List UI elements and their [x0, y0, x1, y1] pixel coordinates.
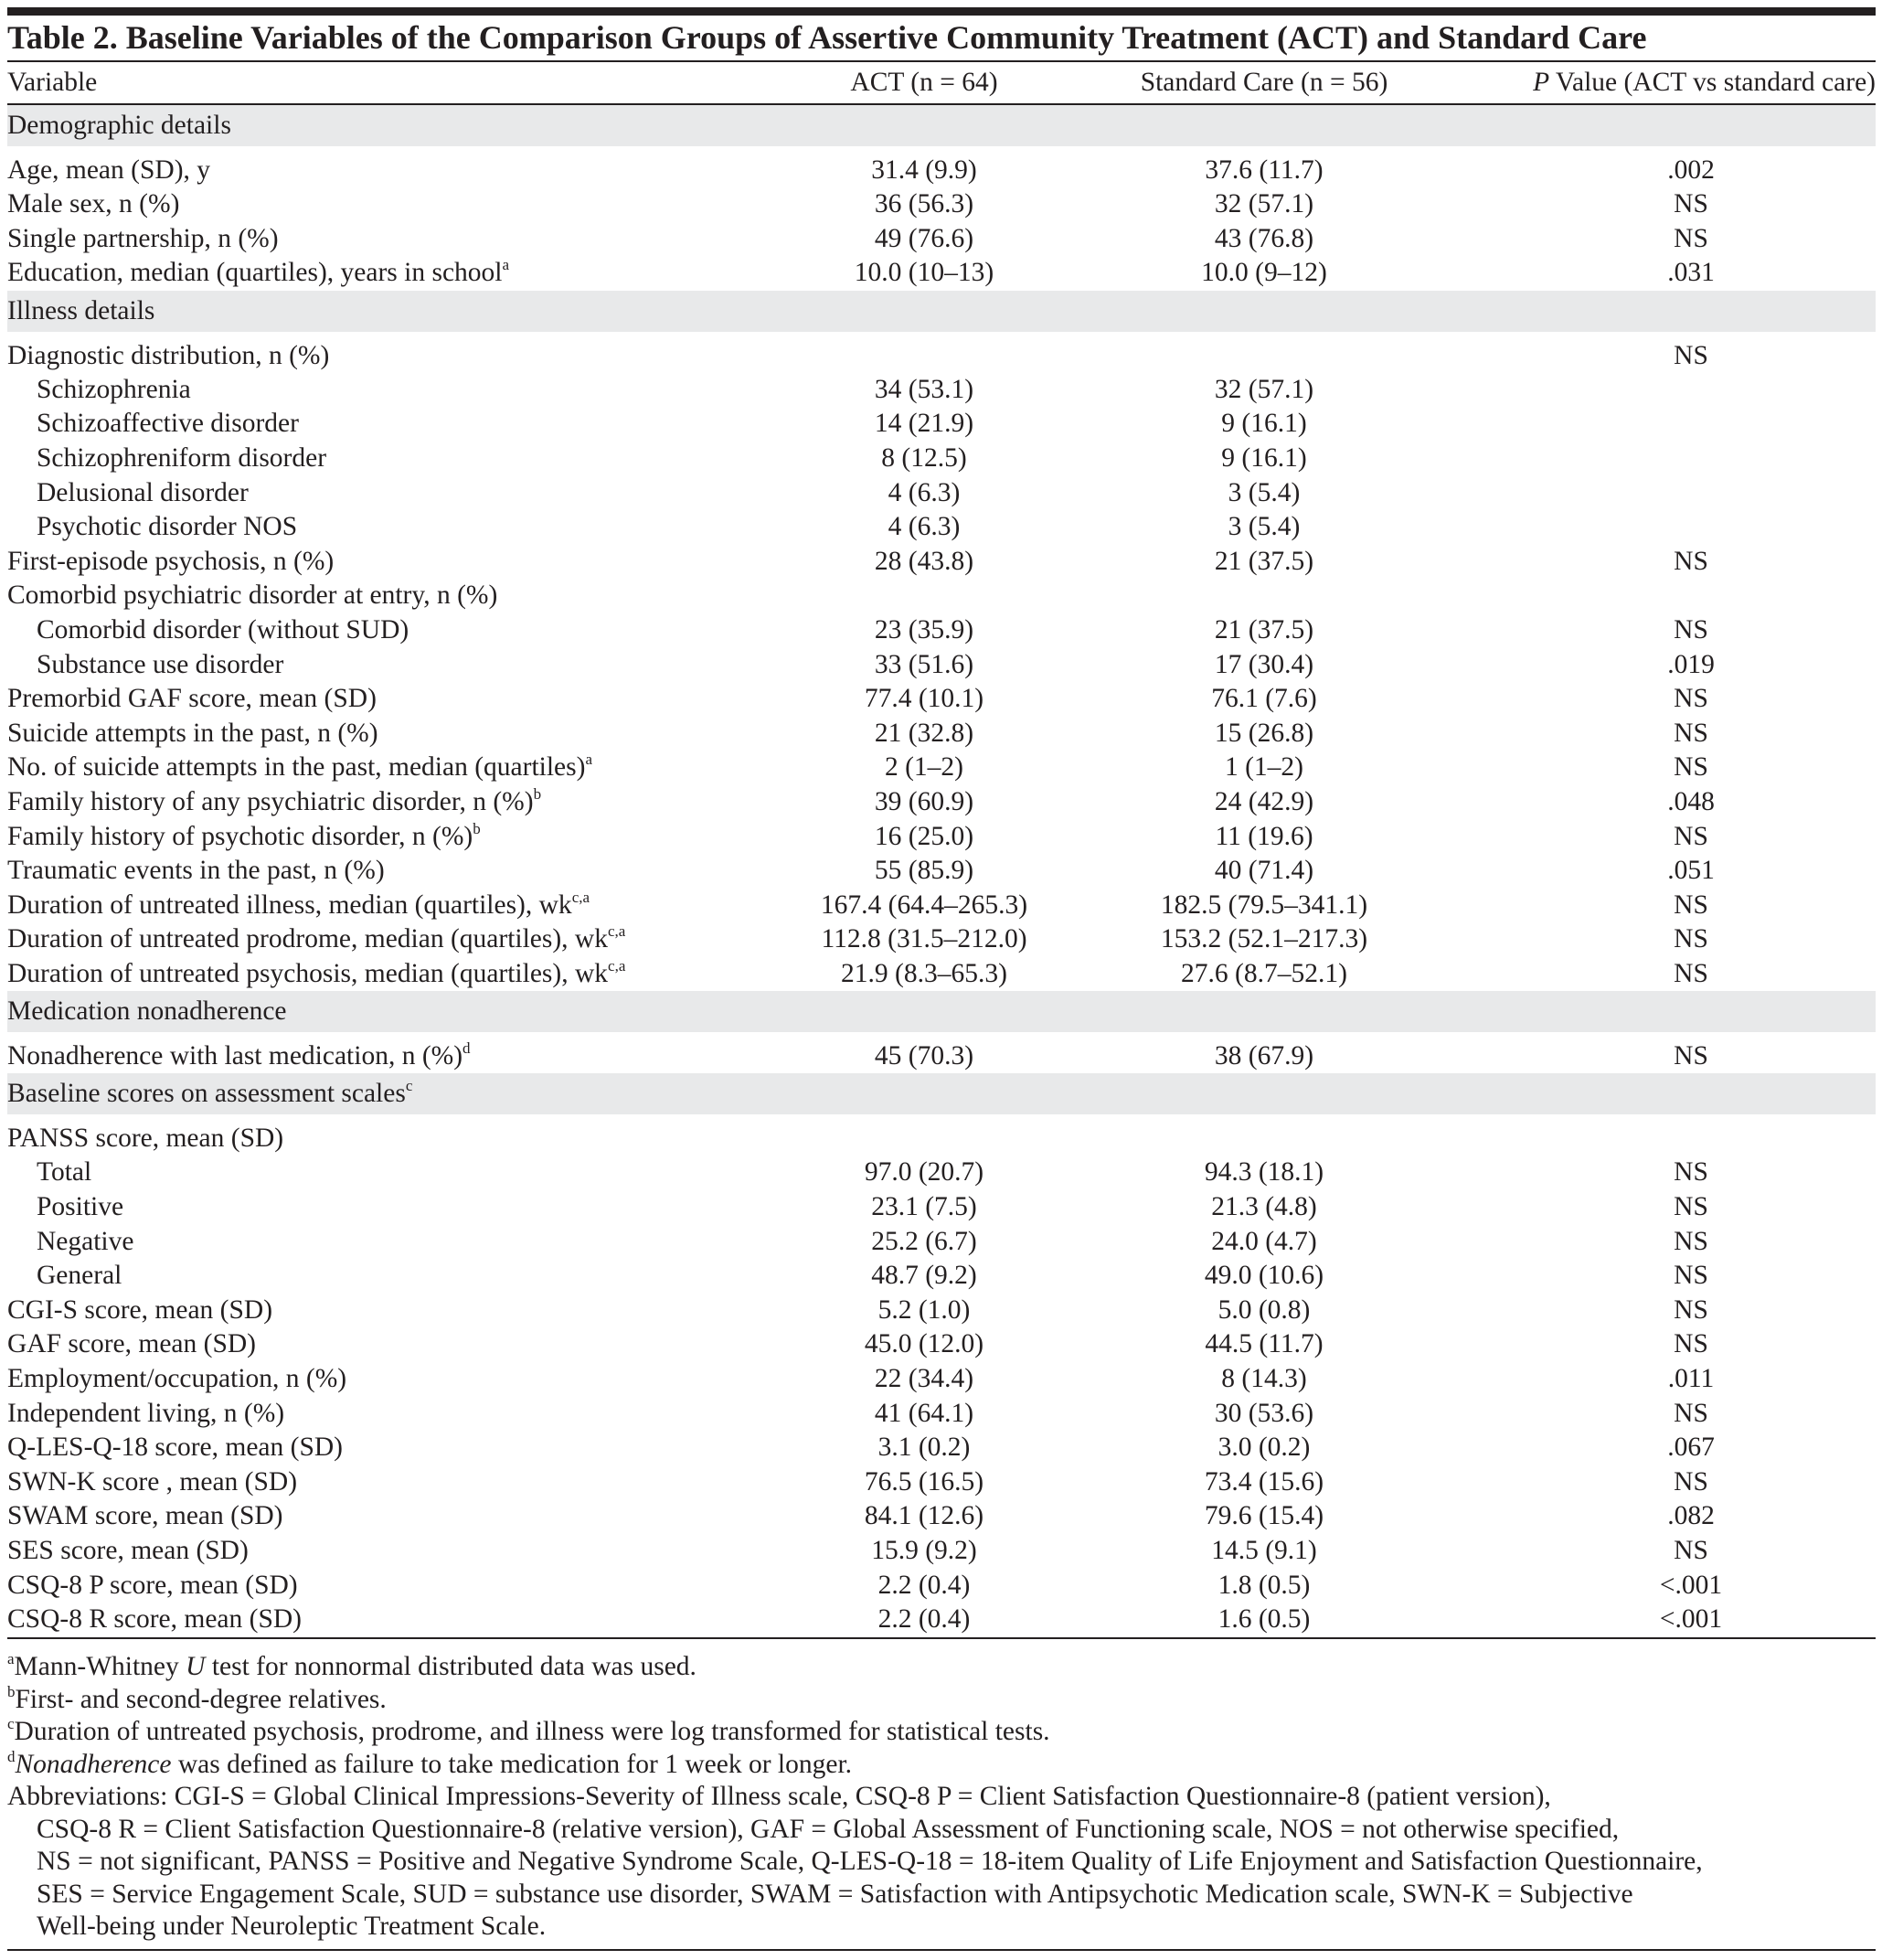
- table-row: [7, 476, 1876, 511]
- variable-cell: [7, 1294, 272, 1328]
- variable-cell: [7, 1499, 283, 1534]
- standard-care-value-cell: 79.6 (15.4): [1204, 1501, 1324, 1531]
- standard-care-value-cell: 24 (42.9): [1214, 786, 1314, 816]
- footnote-d-italic: Nonadherence: [15, 1749, 172, 1779]
- table-row: [7, 373, 1876, 408]
- standard-care-value-cell: 182.5 (79.5–341.1): [1160, 889, 1368, 920]
- footnote-d-post: was defined as failure to take medication for 1 week or longer.: [171, 1749, 853, 1779]
- act-value-cell: 22 (34.4): [874, 1364, 974, 1394]
- variable-label: Substance use disorder: [37, 649, 284, 679]
- variable-label: Duration of untreated psychosis, median (quartiles), wk: [7, 958, 609, 988]
- act-value-cell: 34 (53.1): [874, 374, 974, 404]
- variable-cell: [7, 854, 385, 889]
- p-value-cell: NS: [1674, 340, 1708, 370]
- p-value-cell: NS: [1674, 614, 1708, 644]
- p-value-cell: NS: [1674, 1226, 1708, 1256]
- variable-label: No. of suicide attempts in the past, median (quartiles): [7, 752, 586, 783]
- p-value-cell: NS: [1674, 752, 1708, 783]
- variable-cell: [7, 1534, 249, 1569]
- standard-care-value-cell: 94.3 (18.1): [1204, 1157, 1324, 1188]
- footnote-a-mark: a: [7, 1650, 15, 1667]
- variable-label: PANSS score, mean (SD): [7, 1124, 284, 1154]
- variable-cell: [7, 1465, 297, 1500]
- variable-label: Comorbid disorder (without SUD): [37, 614, 409, 644]
- variable-label: CSQ-8 P score, mean (SD): [7, 1570, 298, 1600]
- variable-cell: [37, 442, 326, 476]
- footnote-marker: b: [533, 784, 542, 803]
- variable-label: SWN-K score , mean (SD): [7, 1466, 298, 1497]
- section-label: [7, 991, 287, 1032]
- act-value-cell: 167.4 (64.4–265.3): [820, 889, 1028, 920]
- p-value-cell: NS: [1674, 1261, 1708, 1291]
- section-label-text: Demographic details: [7, 111, 231, 140]
- standard-care-value-cell: 32 (57.1): [1214, 189, 1314, 218]
- p-value-cell: .082: [1667, 1501, 1715, 1531]
- standard-care-value-cell: 73.4 (15.6): [1204, 1466, 1324, 1497]
- standard-care-value-cell: 40 (71.4): [1214, 856, 1314, 886]
- table-row: [7, 545, 1876, 580]
- standard-care-value-cell: 3.0 (0.2): [1217, 1433, 1311, 1463]
- act-value-cell: 23.1 (7.5): [871, 1192, 977, 1222]
- variable-label: Q-LES-Q-18 score, mean (SD): [7, 1433, 344, 1463]
- standard-care-value-cell: 9 (16.1): [1221, 409, 1307, 439]
- standard-care-value-cell: 1 (1–2): [1224, 752, 1304, 783]
- table-row: [7, 256, 1876, 291]
- table-row: [7, 146, 1876, 187]
- footnote-b: [7, 1684, 1876, 1717]
- variable-cell: [7, 579, 497, 613]
- p-value-cell: .067: [1667, 1433, 1715, 1463]
- footnote-marker: a: [502, 256, 510, 274]
- variable-cell: [7, 1327, 256, 1362]
- standard-care-value-cell: 44.5 (11.7): [1205, 1329, 1324, 1359]
- act-value-cell: 48.7 (9.2): [871, 1261, 977, 1291]
- variable-label: Total: [37, 1157, 92, 1188]
- p-value-cell: NS: [1674, 1466, 1708, 1497]
- table-row: [7, 187, 1876, 222]
- standard-care-value-cell: 10.0 (9–12): [1201, 258, 1327, 288]
- variable-cell: [37, 613, 409, 648]
- act-value-cell: 41 (64.1): [874, 1398, 974, 1428]
- variable-cell: [7, 1569, 298, 1603]
- p-value-cell: .011: [1667, 1364, 1715, 1394]
- variable-label: Independent living, n (%): [7, 1398, 285, 1428]
- act-value-cell: 49 (76.6): [874, 223, 974, 253]
- variable-cell: [7, 820, 481, 855]
- p-value-cell: NS: [1674, 189, 1708, 218]
- table-row: [7, 579, 1876, 613]
- variable-label: Single partnership, n (%): [7, 223, 279, 253]
- act-value-cell: 76.5 (16.5): [864, 1466, 984, 1497]
- section-header-row: [7, 991, 1876, 1032]
- variable-cell: [7, 957, 625, 992]
- standard-care-value-cell: 37.6 (11.7): [1205, 155, 1324, 185]
- table-row: [7, 510, 1876, 545]
- footnote-a-post: test for nonnormal distributed data was used.: [205, 1652, 696, 1681]
- footnote-a-pre: Mann-Whitney: [14, 1652, 186, 1681]
- standard-care-value-cell: 14.5 (9.1): [1211, 1536, 1317, 1565]
- footnote-marker: a: [585, 751, 592, 769]
- footnote-d: [7, 1749, 1876, 1782]
- standard-care-value-cell: 11 (19.6): [1215, 821, 1313, 851]
- act-value-cell: 3.1 (0.2): [877, 1433, 971, 1463]
- variable-label: Schizoaffective disorder: [37, 409, 299, 439]
- standard-care-value-cell: 17 (30.4): [1214, 649, 1314, 679]
- table-row: [7, 222, 1876, 257]
- variable-label: Suicide attempts in the past, n (%): [7, 718, 378, 748]
- act-value-cell: 28 (43.8): [874, 546, 974, 576]
- standard-care-value-cell: 8 (14.3): [1221, 1364, 1307, 1394]
- p-value-cell: .031: [1667, 258, 1715, 288]
- act-value-cell: 33 (51.6): [874, 649, 974, 679]
- variable-label: Education, median (quartiles), years in school: [7, 258, 503, 288]
- p-value-cell: .002: [1667, 155, 1715, 185]
- variable-cell: [7, 222, 279, 257]
- standard-care-value-cell: 9 (16.1): [1221, 442, 1307, 473]
- act-value-cell: 23 (35.9): [874, 614, 974, 644]
- variable-cell: [7, 1431, 343, 1465]
- variable-cell: [7, 922, 625, 957]
- section-header-row: [7, 291, 1876, 332]
- act-value-cell: 31.4 (9.9): [871, 155, 977, 185]
- act-value-cell: 45.0 (12.0): [864, 1329, 984, 1359]
- variable-label: Duration of untreated prodrome, median (quartiles), wk: [7, 924, 608, 954]
- act-value-cell: 39 (60.9): [874, 786, 974, 816]
- act-value-cell: 15.9 (9.2): [871, 1536, 977, 1565]
- p-value-cell: NS: [1674, 1041, 1708, 1071]
- variable-cell: [37, 407, 299, 442]
- section-header-row: [7, 1073, 1876, 1114]
- section-header-row: [7, 105, 1876, 146]
- table-row: [7, 1603, 1876, 1639]
- p-value-cell: NS: [1674, 958, 1708, 988]
- variable-cell: [37, 1190, 123, 1225]
- variable-cell: [7, 751, 592, 785]
- variable-label: SES score, mean (SD): [7, 1536, 249, 1565]
- standard-care-value-cell: 49.0 (10.6): [1204, 1261, 1324, 1291]
- table-footnotes: [7, 1651, 1876, 1944]
- act-value-cell: 4 (6.3): [888, 512, 961, 542]
- table-row: [7, 648, 1876, 683]
- table-row: [7, 1397, 1876, 1432]
- standard-care-value-cell: 30 (53.6): [1214, 1398, 1314, 1428]
- header-p-rest: Value (ACT vs standard care): [1549, 68, 1876, 97]
- footnote-c-text: Duration of untreated psychosis, prodrome, and illness were log transformed for statistical tests.: [14, 1717, 1050, 1746]
- act-value-cell: 36 (56.3): [874, 189, 974, 218]
- header-p-italic: P: [1533, 68, 1550, 97]
- variable-cell: [37, 1225, 133, 1260]
- act-value-cell: 25.2 (6.7): [871, 1226, 977, 1256]
- variable-label: Nonadherence with last medication, n (%): [7, 1041, 463, 1071]
- table-header-row: [7, 62, 1876, 105]
- variable-cell: [7, 187, 179, 222]
- table-row: [7, 1499, 1876, 1534]
- abbreviations-line: SES = Service Engagement Scale, SUD = substance use disorder, SWAM = Satisfaction with Antipsychotic Medication scale, SWN-K = Subjective: [37, 1879, 1633, 1909]
- footnote-marker: d: [463, 1039, 471, 1058]
- footnote-d-mark: d: [7, 1747, 16, 1765]
- section-label-text: Illness details: [7, 295, 155, 325]
- p-value-cell: .051: [1667, 856, 1715, 886]
- p-value-cell: NS: [1674, 1536, 1708, 1565]
- variable-cell: [37, 1259, 122, 1294]
- standard-care-value-cell: 38 (67.9): [1214, 1041, 1314, 1071]
- p-value-cell: NS: [1674, 684, 1708, 714]
- section-label: [7, 1073, 412, 1114]
- table-row: [7, 1362, 1876, 1397]
- table-row: [7, 1327, 1876, 1362]
- act-value-cell: 21.9 (8.3–65.3): [841, 958, 1007, 988]
- abbreviations-note: [7, 1781, 1876, 1944]
- p-value-cell: NS: [1674, 546, 1708, 576]
- act-value-cell: 45 (70.3): [874, 1041, 974, 1071]
- table-row: [7, 1156, 1876, 1190]
- table-row: [7, 717, 1876, 751]
- variable-label: Male sex, n (%): [7, 189, 180, 218]
- standard-care-value-cell: 21 (37.5): [1214, 614, 1314, 644]
- variable-label: Delusional disorder: [37, 477, 249, 507]
- header-variable: Variable: [7, 68, 98, 97]
- table-row: [7, 922, 1876, 957]
- p-value-cell: NS: [1674, 718, 1708, 748]
- variable-label: CSQ-8 R score, mean (SD): [7, 1604, 302, 1635]
- variable-cell: [7, 717, 378, 751]
- variable-label: Family history of any psychiatric disorder, n (%): [7, 786, 534, 816]
- p-value-cell: NS: [1674, 924, 1708, 954]
- table-row: [7, 854, 1876, 889]
- variable-cell: [37, 510, 297, 545]
- p-value-cell: NS: [1674, 223, 1708, 253]
- table-row: [7, 682, 1876, 717]
- header-p-value: [1479, 62, 1876, 103]
- variable-label: Psychotic disorder NOS: [37, 512, 298, 542]
- abbreviations-line: NS = not significant, PANSS = Positive and Negative Syndrome Scale, Q-LES-Q-18 = 18-item Quality of Life Enjoyment and Satisfaction Questionnaire,: [37, 1847, 1703, 1876]
- footnote-c-mark: c: [7, 1715, 15, 1732]
- act-value-cell: 112.8 (31.5–212.0): [821, 924, 1027, 954]
- table-row: [7, 332, 1876, 373]
- variable-label: Diagnostic distribution, n (%): [7, 340, 330, 370]
- variable-label: Schizophreniform disorder: [37, 442, 327, 473]
- abbreviations-line: Well-being under Neuroleptic Treatment Scale.: [37, 1912, 547, 1941]
- variable-label: SWAM score, mean (SD): [7, 1501, 283, 1531]
- standard-care-value-cell: 3 (5.4): [1228, 512, 1301, 542]
- standard-care-value-cell: 27.6 (8.7–52.1): [1181, 958, 1347, 988]
- table-row: [7, 1114, 1876, 1156]
- variable-cell: [7, 1603, 302, 1637]
- bottom-rule: [7, 1949, 1876, 1951]
- p-value-cell: NS: [1674, 1294, 1708, 1325]
- footnote-marker: c,a: [608, 956, 626, 975]
- variable-label: GAF score, mean (SD): [7, 1329, 256, 1359]
- variable-cell: [7, 256, 509, 291]
- footnote-a-italic: U: [186, 1652, 206, 1681]
- act-value-cell: 21 (32.8): [874, 718, 974, 748]
- standard-care-value-cell: 32 (57.1): [1214, 374, 1314, 404]
- variable-cell: [37, 373, 191, 408]
- standard-care-value-cell: 1.8 (0.5): [1217, 1570, 1311, 1600]
- variable-label: Positive: [37, 1192, 124, 1222]
- variable-label: Comorbid psychiatric disorder at entry, n (%): [7, 581, 498, 611]
- variable-label: Negative: [37, 1226, 134, 1256]
- table-row: [7, 751, 1876, 785]
- footnote-b-text: First- and second-degree relatives.: [15, 1684, 387, 1714]
- table-row: [7, 785, 1876, 820]
- section-label: [7, 105, 231, 146]
- variable-cell: [7, 1362, 346, 1397]
- footnote-marker: c: [405, 1077, 413, 1095]
- p-value-cell: .019: [1667, 649, 1715, 679]
- p-value-cell: NS: [1674, 1192, 1708, 1222]
- table-row: [7, 1190, 1876, 1225]
- act-value-cell: 2.2 (0.4): [877, 1570, 971, 1600]
- standard-care-value-cell: 1.6 (0.5): [1217, 1604, 1311, 1635]
- footnote-c: [7, 1716, 1876, 1749]
- footnote-a: [7, 1651, 1876, 1684]
- variable-label: CGI-S score, mean (SD): [7, 1294, 273, 1325]
- abbreviations-line: CSQ-8 R = Client Satisfaction Questionnaire-8 (relative version), GAF = Global Assessment of Functioning scale, NOS = not otherwise specified,: [37, 1814, 1620, 1844]
- act-value-cell: 5.2 (1.0): [877, 1294, 971, 1325]
- header-standard-care: Standard Care (n = 56): [1140, 68, 1388, 97]
- p-value-cell: .048: [1667, 786, 1715, 816]
- section-label-text: Medication nonadherence: [7, 996, 287, 1027]
- footnote-marker: b: [473, 819, 481, 837]
- p-value-cell: <.001: [1659, 1604, 1723, 1635]
- standard-care-value-cell: 76.1 (7.6): [1211, 684, 1317, 714]
- act-value-cell: 77.4 (10.1): [864, 684, 984, 714]
- variable-label: Schizophrenia: [37, 374, 191, 404]
- standard-care-value-cell: 21 (37.5): [1214, 546, 1314, 576]
- variable-cell: [7, 1397, 284, 1432]
- table-row: [7, 1465, 1876, 1500]
- footnote-marker: c,a: [571, 888, 590, 906]
- table-row: [7, 613, 1876, 648]
- table-caption: Table 2. Baseline Variables of the Comparison Groups of Assertive Community Treatment (ACT) and Standard Care: [7, 7, 1876, 62]
- table-row: [7, 1534, 1876, 1569]
- variable-label: Premorbid GAF score, mean (SD): [7, 684, 377, 714]
- standard-care-value-cell: 43 (76.8): [1214, 223, 1314, 253]
- act-value-cell: 16 (25.0): [874, 821, 974, 851]
- variable-label: Employment/occupation, n (%): [7, 1364, 347, 1394]
- table-row: [7, 889, 1876, 923]
- act-value-cell: 2 (1–2): [884, 752, 964, 783]
- p-value-cell: NS: [1674, 821, 1708, 851]
- table-row: [7, 442, 1876, 476]
- variable-cell: [7, 545, 334, 580]
- table-row: [7, 1032, 1876, 1073]
- header-act: ACT (n = 64): [850, 68, 998, 97]
- table-row: [7, 957, 1876, 992]
- abbreviations-line: Abbreviations: CGI-S = Global Clinical Impressions-Severity of Illness scale, CSQ-8 P = Client Satisfaction Questionnaire-8 (patient version),: [7, 1782, 1551, 1811]
- table-row: [7, 1259, 1876, 1294]
- section-label-text: Baseline scores on assessment scales: [7, 1079, 406, 1109]
- act-value-cell: 14 (21.9): [874, 409, 974, 439]
- variable-cell: [37, 648, 283, 683]
- baseline-table: [7, 62, 1876, 1639]
- variable-label: Duration of untreated illness, median (quartiles), wk: [7, 889, 572, 920]
- act-value-cell: 55 (85.9): [874, 856, 974, 886]
- p-value-cell: NS: [1674, 1398, 1708, 1428]
- variable-label: Age, mean (SD), y: [7, 155, 211, 185]
- table-body: [7, 105, 1876, 1639]
- p-value-cell: <.001: [1659, 1570, 1723, 1600]
- variable-cell: [7, 889, 590, 923]
- footnote-b-mark: b: [7, 1682, 16, 1700]
- variable-label: Family history of psychotic disorder, n (%): [7, 821, 473, 851]
- table-row: [7, 407, 1876, 442]
- p-value-cell: NS: [1674, 889, 1708, 920]
- act-value-cell: 97.0 (20.7): [864, 1157, 984, 1188]
- act-value-cell: 84.1 (12.6): [864, 1501, 984, 1531]
- standard-care-value-cell: 15 (26.8): [1214, 718, 1314, 748]
- variable-cell: [7, 682, 377, 717]
- variable-label: General: [37, 1261, 122, 1291]
- table-row: [7, 1294, 1876, 1328]
- standard-care-value-cell: 5.0 (0.8): [1217, 1294, 1311, 1325]
- table-row: [7, 820, 1876, 855]
- table-row: [7, 1225, 1876, 1260]
- table-row: [7, 1569, 1876, 1603]
- variable-label: Traumatic events in the past, n (%): [7, 856, 385, 886]
- standard-care-value-cell: 153.2 (52.1–217.3): [1160, 924, 1368, 954]
- standard-care-value-cell: 21.3 (4.8): [1211, 1192, 1317, 1222]
- variable-cell: [7, 785, 541, 820]
- act-value-cell: 8 (12.5): [881, 442, 967, 473]
- section-label: [7, 291, 154, 332]
- p-value-cell: NS: [1674, 1157, 1708, 1188]
- act-value-cell: 4 (6.3): [888, 477, 961, 507]
- variable-cell: [37, 1156, 91, 1190]
- footnote-marker: c,a: [607, 922, 626, 941]
- standard-care-value-cell: 24.0 (4.7): [1211, 1226, 1317, 1256]
- p-value-cell: NS: [1674, 1329, 1708, 1359]
- variable-cell: [37, 476, 249, 511]
- act-value-cell: 10.0 (10–13): [854, 258, 994, 288]
- act-value-cell: 2.2 (0.4): [877, 1604, 971, 1635]
- table-row: [7, 1431, 1876, 1465]
- variable-label: First-episode psychosis, n (%): [7, 546, 335, 576]
- standard-care-value-cell: 3 (5.4): [1228, 477, 1301, 507]
